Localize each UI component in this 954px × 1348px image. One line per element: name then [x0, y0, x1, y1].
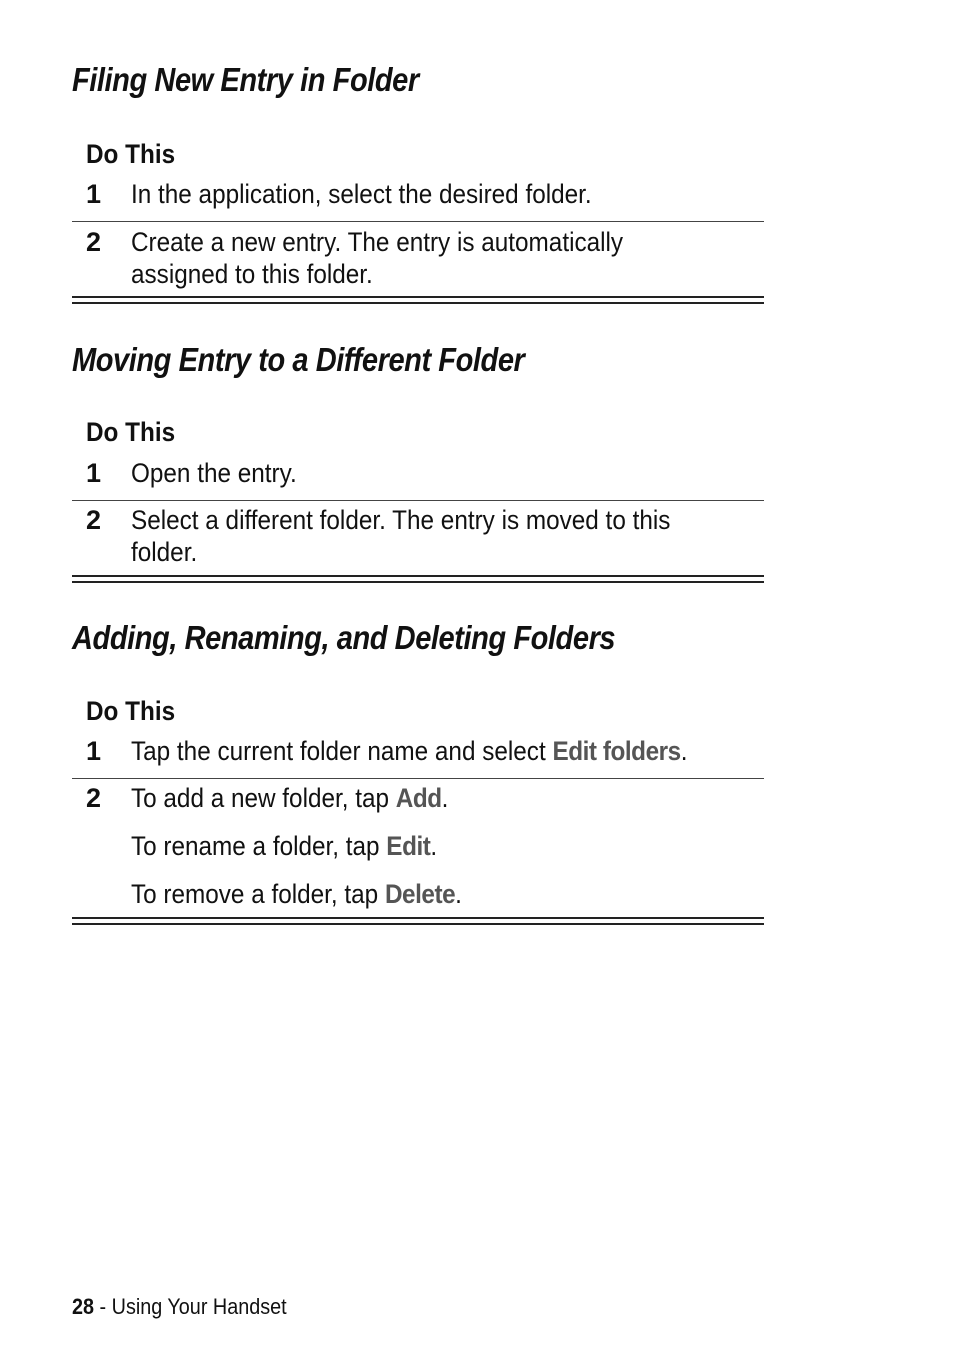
softkey-delete: Delete — [384, 879, 456, 909]
table-header: Do This — [86, 417, 176, 447]
softkey-edit: Edit — [386, 831, 431, 861]
softkey-add: Add — [395, 783, 442, 813]
step-number: 2 — [86, 783, 102, 813]
section-title-moving: Moving Entry to a Different Folder — [72, 341, 525, 378]
step-number: 2 — [86, 505, 102, 535]
step-text: Select a different folder. The entry is moved to this folder. — [131, 505, 671, 567]
table-header: Do This — [86, 139, 176, 169]
step-number: 1 — [86, 736, 102, 766]
table-end-rule — [72, 917, 764, 925]
table-header: Do This — [86, 696, 176, 726]
row-divider — [72, 221, 764, 222]
step-text: In the application, select the desired folder. — [131, 179, 592, 209]
step-number: 2 — [86, 227, 102, 257]
step-number: 1 — [86, 179, 102, 209]
section-title-folders: Adding, Renaming, and Deleting Folders — [72, 619, 616, 656]
table-end-rule — [72, 575, 764, 583]
row-divider — [72, 500, 764, 501]
step-text: Tap the current folder name and select Edit folders. — [131, 736, 688, 766]
footer-separator: - — [94, 1294, 112, 1319]
table-end-rule — [72, 296, 764, 304]
step-text: To add a new folder, tap Add. To rename a folder, tap Edit. To remove a folder, tap Delete. — [131, 783, 462, 909]
page-footer — [72, 1294, 287, 1320]
row-divider — [72, 778, 764, 779]
step-text: Open the entry. — [131, 458, 297, 488]
page-number: 28 — [72, 1294, 95, 1319]
section-title-filing: Filing New Entry in Folder — [72, 61, 419, 98]
step-number: 1 — [86, 458, 102, 488]
softkey-edit-folders: Edit folders — [552, 736, 681, 766]
step-text: Create a new entry. The entry is automatically assigned to this folder. — [131, 227, 624, 289]
chapter-name: Using Your Handset — [111, 1294, 287, 1319]
